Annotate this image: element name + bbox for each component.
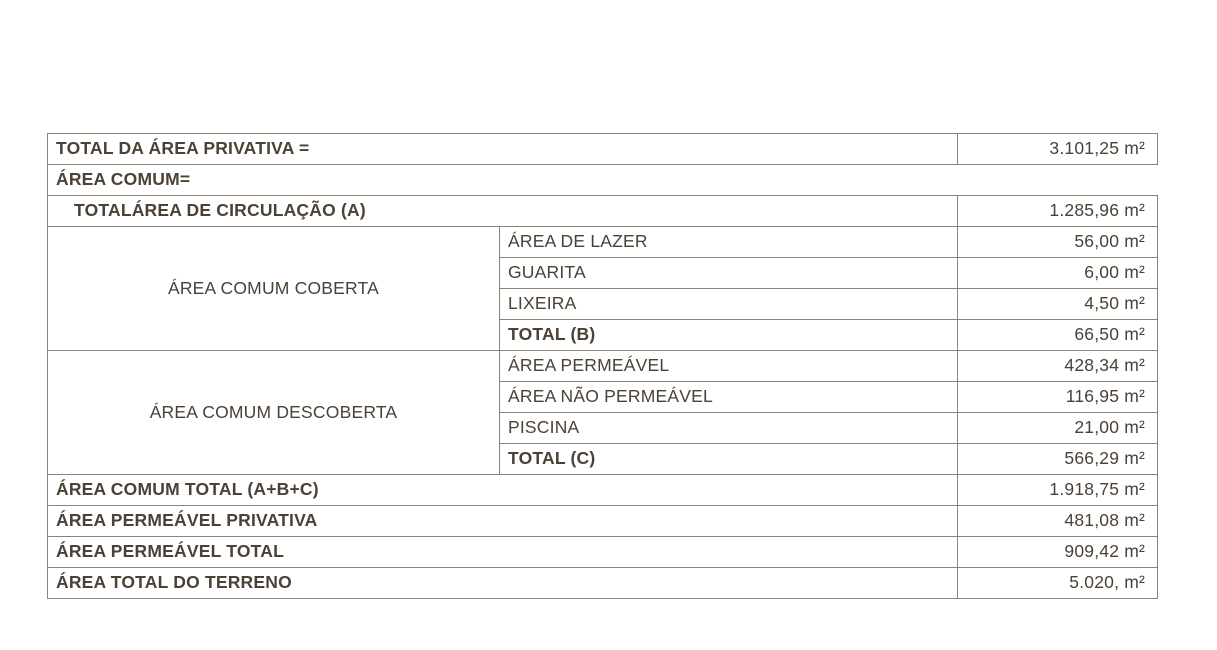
item-value-lixeira: 4,50 m² [958, 289, 1158, 320]
group-label-area-comum-descoberta: ÁREA COMUM DESCOBERTA [48, 351, 500, 475]
item-label-area-nao-permeavel: ÁREA NÃO PERMEÁVEL [500, 382, 958, 413]
row-label-area-comum: ÁREA COMUM= [48, 165, 1158, 196]
area-summary-table-wrapper [47, 133, 1157, 599]
item-value-piscina: 21,00 m² [958, 413, 1158, 444]
item-label-total-b: TOTAL (B) [500, 320, 958, 351]
item-label-area-permeavel: ÁREA PERMEÁVEL [500, 351, 958, 382]
item-label-guarita: GUARITA [500, 258, 958, 289]
table-row [48, 568, 1158, 599]
item-value-total-b: 66,50 m² [958, 320, 1158, 351]
row-label-area-permeavel-privativa: ÁREA PERMEÁVEL PRIVATIVA [48, 506, 958, 537]
table-row [48, 475, 1158, 506]
table-row [48, 134, 1158, 165]
item-value-area-permeavel: 428,34 m² [958, 351, 1158, 382]
row-label-total-area-privativa: TOTAL DA ÁREA PRIVATIVA = [48, 134, 958, 165]
row-label-total-area-circulacao: TOTALÁREA DE CIRCULAÇÃO (A) [48, 196, 958, 227]
item-value-guarita: 6,00 m² [958, 258, 1158, 289]
row-value-area-total-terreno: 5.020, m² [958, 568, 1158, 599]
row-label-area-permeavel-total: ÁREA PERMEÁVEL TOTAL [48, 537, 958, 568]
row-label-area-comum-total: ÁREA COMUM TOTAL (A+B+C) [48, 475, 958, 506]
item-label-total-c: TOTAL (C) [500, 444, 958, 475]
table-row [48, 351, 1158, 382]
row-value-area-permeavel-total: 909,42 m² [958, 537, 1158, 568]
table-row [48, 227, 1158, 258]
row-value-area-comum-total: 1.918,75 m² [958, 475, 1158, 506]
row-value-total-area-circulacao: 1.285,96 m² [958, 196, 1158, 227]
table-row [48, 165, 1158, 196]
table-row [48, 506, 1158, 537]
table-row [48, 537, 1158, 568]
row-value-total-area-privativa: 3.101,25 m² [958, 134, 1158, 165]
item-label-lixeira: LIXEIRA [500, 289, 958, 320]
item-value-area-nao-permeavel: 116,95 m² [958, 382, 1158, 413]
row-label-area-total-terreno: ÁREA TOTAL DO TERRENO [48, 568, 958, 599]
item-label-area-de-lazer: ÁREA DE LAZER [500, 227, 958, 258]
table-row [48, 196, 1158, 227]
item-value-total-c: 566,29 m² [958, 444, 1158, 475]
area-summary-table [47, 133, 1158, 599]
group-label-area-comum-coberta: ÁREA COMUM COBERTA [48, 227, 500, 351]
item-value-area-de-lazer: 56,00 m² [958, 227, 1158, 258]
row-value-area-permeavel-privativa: 481,08 m² [958, 506, 1158, 537]
item-label-piscina: PISCINA [500, 413, 958, 444]
